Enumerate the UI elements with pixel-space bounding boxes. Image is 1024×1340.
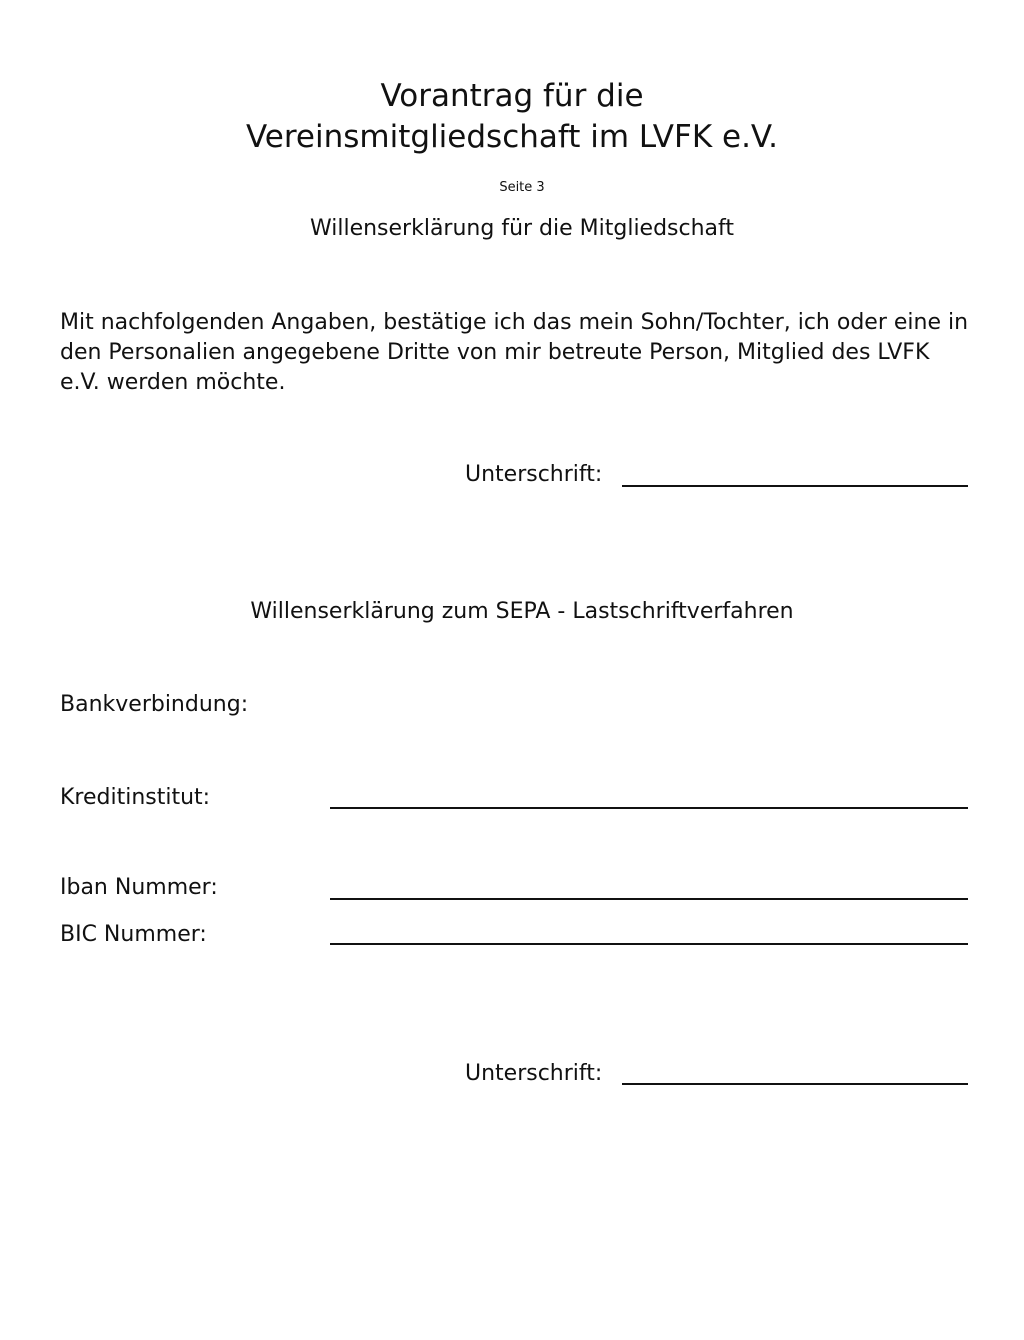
- membership-signature-line[interactable]: [622, 485, 968, 487]
- document-title-line-1: Vorantrag für die: [380, 78, 644, 114]
- page-number: Seite 3: [499, 180, 545, 195]
- declaration-line-3: e.V. werden möchte.: [60, 370, 286, 395]
- bank-connection-label: Bankverbindung:: [60, 692, 249, 717]
- sepa-signature-label: Unterschrift:: [465, 1061, 603, 1086]
- sepa-signature-line[interactable]: [622, 1083, 968, 1085]
- membership-heading: Willenserklärung für die Mitgliedschaft: [309, 216, 735, 241]
- bic-label: BIC Nummer:: [60, 922, 207, 947]
- bic-line[interactable]: [330, 943, 968, 945]
- credit-institution-label: Kreditinstitut:: [60, 785, 211, 810]
- sepa-heading: Willenserklärung zum SEPA - Lastschriftverfahren: [250, 599, 794, 624]
- iban-label: Iban Nummer:: [60, 875, 218, 900]
- membership-signature-label: Unterschrift:: [465, 462, 603, 487]
- document-title-line-2: Vereinsmitgliedschaft im LVFK e.V.: [246, 119, 778, 155]
- membership-declaration-text: [60, 308, 1000, 398]
- iban-line[interactable]: [330, 898, 968, 900]
- declaration-line-1: Mit nachfolgenden Angaben, bestätige ich das mein Sohn/Tochter, ich oder eine in: [60, 310, 969, 335]
- declaration-line-2: den Personalien angegebene Dritte von mir betreute Person, Mitglied des LVFK: [60, 340, 930, 365]
- credit-institution-line[interactable]: [330, 807, 968, 809]
